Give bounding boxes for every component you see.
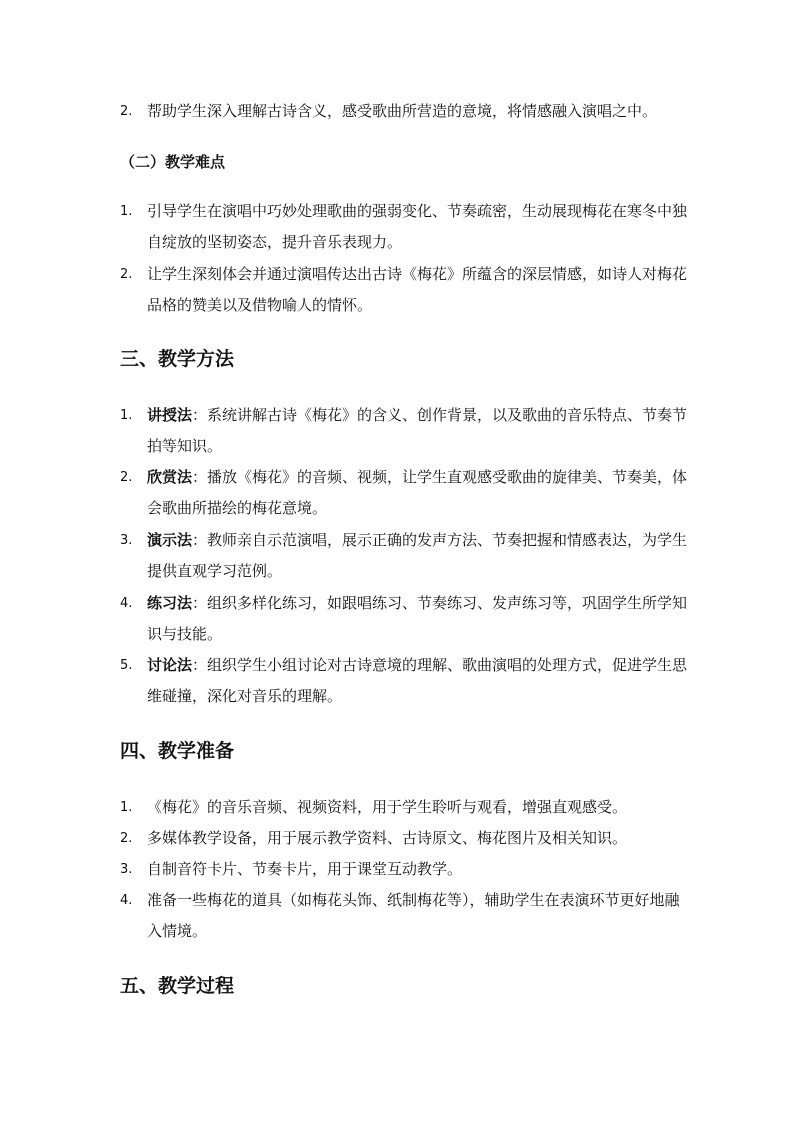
- list-number: 3.: [120, 862, 133, 877]
- list-number: 2.: [120, 831, 133, 846]
- list-text: 引导学生在演唱中巧妙处理歌曲的强弱变化、节奏疏密，生动展现梅花在寒冬中独自绽放的坚韧姿态，提升音乐表现力。: [147, 202, 688, 251]
- list-text: [147, 462, 690, 524]
- list-text: 准备一些梅花的道具（如梅花头饰、纸制梅花等），辅助学生在表演环节更好地融入情境。: [147, 891, 680, 940]
- list-number: 4.: [120, 596, 133, 611]
- list-number: 1.: [120, 800, 133, 815]
- list-number: 1.: [120, 408, 133, 423]
- list-number: 2.: [120, 267, 133, 282]
- method-description: ：组织学生小组讨论对古诗意境的理解、歌曲演唱的处理方式，促进学生思维碰撞，深化对音乐的理解。: [147, 656, 688, 705]
- list-text: 多媒体教学设备，用于展示教学资料、古诗原文、梅花图片及相关知识。: [147, 829, 628, 847]
- list-item: [120, 650, 690, 712]
- method-label: 练习法: [147, 594, 193, 612]
- list-item: [120, 196, 690, 258]
- list-item: [120, 792, 690, 823]
- method-label: 讲授法: [147, 406, 193, 424]
- method-description: ：组织多样化练习，如跟唱练习、节奏练习、发声练习等，巩固学生所学知识与技能。: [147, 594, 688, 643]
- list-item: [120, 885, 690, 947]
- list-item: [120, 854, 690, 885]
- method-description: ：教师亲自示范演唱，展示正确的发声方法、节奏把握和情感表达，为学生提供直观学习范例。: [147, 531, 688, 580]
- list-number: 1.: [120, 204, 133, 219]
- list-item: [120, 823, 690, 854]
- list-text: [147, 650, 690, 712]
- list-text: [147, 588, 690, 650]
- list-item: [120, 96, 690, 127]
- method-label: 演示法: [147, 531, 193, 549]
- list-text: 让学生深刻体会并通过演唱传达出古诗《梅花》所蕴含的深层情感，如诗人对梅花品格的赞美以及借物喻人的情怀。: [147, 265, 688, 314]
- section-heading: 三、教学方法: [120, 348, 235, 370]
- list-number: 3.: [120, 533, 133, 548]
- list-number: 2.: [120, 470, 133, 485]
- list-item: [120, 462, 690, 524]
- list-item: [120, 400, 690, 462]
- list-text: 帮助学生深入理解古诗含义，感受歌曲所营造的意境，将情感融入演唱之中。: [147, 102, 658, 120]
- list-item: [120, 588, 690, 650]
- list-item: [120, 259, 690, 321]
- list-text: 自制音符卡片、节奏卡片，用于课堂互动教学。: [147, 860, 463, 878]
- list-item: [120, 525, 690, 587]
- method-description: ：播放《梅花》的音频、视频，让学生直观感受歌曲的旋律美、节奏美，体会歌曲所描绘的梅花意境。: [147, 468, 688, 517]
- section-subheading: （二）教学难点: [120, 153, 226, 171]
- list-text: [147, 525, 690, 587]
- section-heading: 五、教学过程: [120, 975, 235, 997]
- section-heading: 四、教学准备: [120, 740, 235, 762]
- method-label: 讨论法: [147, 656, 193, 674]
- method-label: 欣赏法: [147, 468, 193, 486]
- method-description: ：系统讲解古诗《梅花》的含义、创作背景，以及歌曲的音乐特点、节奏节拍等知识。: [147, 406, 688, 455]
- list-text: [147, 400, 690, 462]
- list-number: 2.: [120, 104, 133, 119]
- list-number: 4.: [120, 893, 133, 908]
- list-text: 《梅花》的音乐音频、视频资料，用于学生聆听与观看，增强直观感受。: [147, 798, 628, 816]
- list-number: 5.: [120, 658, 133, 673]
